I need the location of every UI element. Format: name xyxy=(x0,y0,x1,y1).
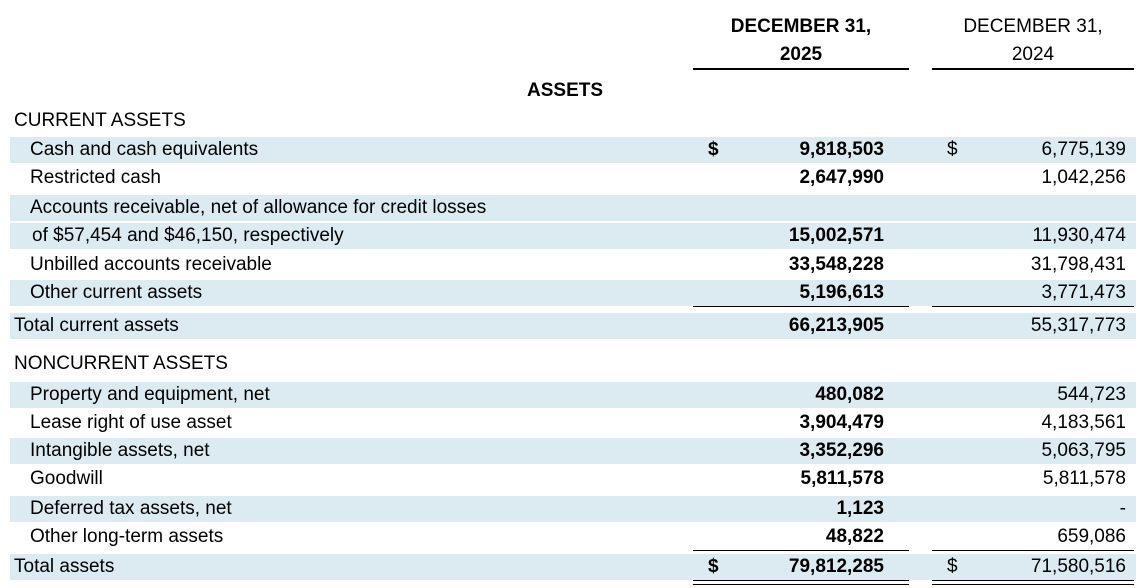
value-2024: 5,063,795 xyxy=(1041,440,1126,461)
value-2025: 3,904,479 xyxy=(799,412,884,433)
value-2025: 9,818,503 xyxy=(799,139,884,160)
row-intangible-assets xyxy=(10,438,1136,464)
value-2024: 71,580,516 xyxy=(1030,556,1126,577)
row-label: of $57,454 and $46,150, respectively xyxy=(32,225,344,246)
value-2024: 544,723 xyxy=(1057,384,1126,405)
value-2025: 5,196,613 xyxy=(799,282,884,303)
value-2024: 659,086 xyxy=(1057,526,1126,547)
assets-title-text: ASSETS xyxy=(527,80,604,101)
row-unbilled-receivable xyxy=(10,252,1136,278)
row-label: Goodwill xyxy=(30,468,103,489)
dollar-sign-2024: $ xyxy=(947,556,958,577)
section-noncurrent-assets: NONCURRENT ASSETS xyxy=(14,353,228,374)
row-label: Other long-term assets xyxy=(30,526,224,547)
value-2024: 4,183,561 xyxy=(1041,412,1126,433)
total-rule-2025 xyxy=(693,550,909,551)
value-2025: 79,812,285 xyxy=(788,556,884,577)
value-2025: 33,548,228 xyxy=(788,254,884,275)
row-property-equipment xyxy=(10,382,1136,408)
dollar-sign-2024: $ xyxy=(947,139,958,160)
grand-total-double-rule-2024 xyxy=(932,580,1134,585)
col-header-2024-rule xyxy=(932,68,1134,70)
value-2025: 1,123 xyxy=(836,498,884,519)
col-header-2024-line2: 2024 xyxy=(1011,44,1055,65)
row-total-current-assets xyxy=(10,313,1136,339)
value-2024: 1,042,256 xyxy=(1041,167,1126,188)
value-2024: - xyxy=(1119,498,1126,519)
row-label: Unbilled accounts receivable xyxy=(30,254,272,275)
value-2025: 15,002,571 xyxy=(788,225,884,246)
row-cash xyxy=(10,137,1136,163)
row-other-long-term-assets xyxy=(10,524,1136,550)
row-label: Property and equipment, net xyxy=(30,384,270,405)
row-label: Accounts receivable, net of allowance for credit losses xyxy=(30,197,487,218)
value-2025: 3,352,296 xyxy=(799,440,884,461)
row-label: Lease right of use asset xyxy=(30,412,232,433)
row-deferred-tax-assets xyxy=(10,496,1136,522)
row-label: Other current assets xyxy=(30,282,203,303)
col-header-2025-rule xyxy=(693,68,909,70)
section-current-assets: CURRENT ASSETS xyxy=(14,110,186,131)
row-restricted-cash xyxy=(10,165,1136,191)
row-label: Restricted cash xyxy=(30,167,161,188)
row-other-current-assets xyxy=(10,280,1136,306)
value-2024: 3,771,473 xyxy=(1041,282,1126,303)
grand-total-double-rule-2025 xyxy=(693,580,909,585)
col-header-2025-line2: 2025 xyxy=(779,44,823,65)
value-2024: 55,317,773 xyxy=(1030,315,1126,336)
value-2025: 2,647,990 xyxy=(799,167,884,188)
col-header-2025-line1: DECEMBER 31, xyxy=(730,16,872,37)
col-header-2024-line1: DECEMBER 31, xyxy=(963,16,1103,37)
subtotal-rule-2025 xyxy=(693,306,909,307)
row-accounts-receivable-line1 xyxy=(10,195,1136,221)
row-label: Cash and cash equivalents xyxy=(30,139,259,160)
row-label: Deferred tax assets, net xyxy=(30,498,232,519)
row-label: Total assets xyxy=(14,556,115,577)
value-2024: 5,811,578 xyxy=(1042,468,1126,489)
value-2025: 66,213,905 xyxy=(788,315,884,336)
row-total-assets xyxy=(10,554,1136,580)
row-accounts-receivable-line2 xyxy=(10,223,1136,249)
row-label: Intangible assets, net xyxy=(30,440,210,461)
row-lease-rou-asset xyxy=(10,410,1136,436)
subtotal-rule-2024 xyxy=(932,306,1134,307)
dollar-sign-2025: $ xyxy=(708,139,719,160)
value-2025: 5,811,578 xyxy=(800,468,884,489)
value-2024: 11,930,474 xyxy=(1032,225,1126,246)
row-goodwill xyxy=(10,466,1136,492)
value-2025: 48,822 xyxy=(825,526,884,547)
value-2025: 480,082 xyxy=(815,384,884,405)
dollar-sign-2025: $ xyxy=(708,556,719,577)
total-rule-2024 xyxy=(932,550,1134,551)
row-label: Total current assets xyxy=(14,315,179,336)
value-2024: 6,775,139 xyxy=(1041,139,1126,160)
value-2024: 31,798,431 xyxy=(1030,254,1126,275)
